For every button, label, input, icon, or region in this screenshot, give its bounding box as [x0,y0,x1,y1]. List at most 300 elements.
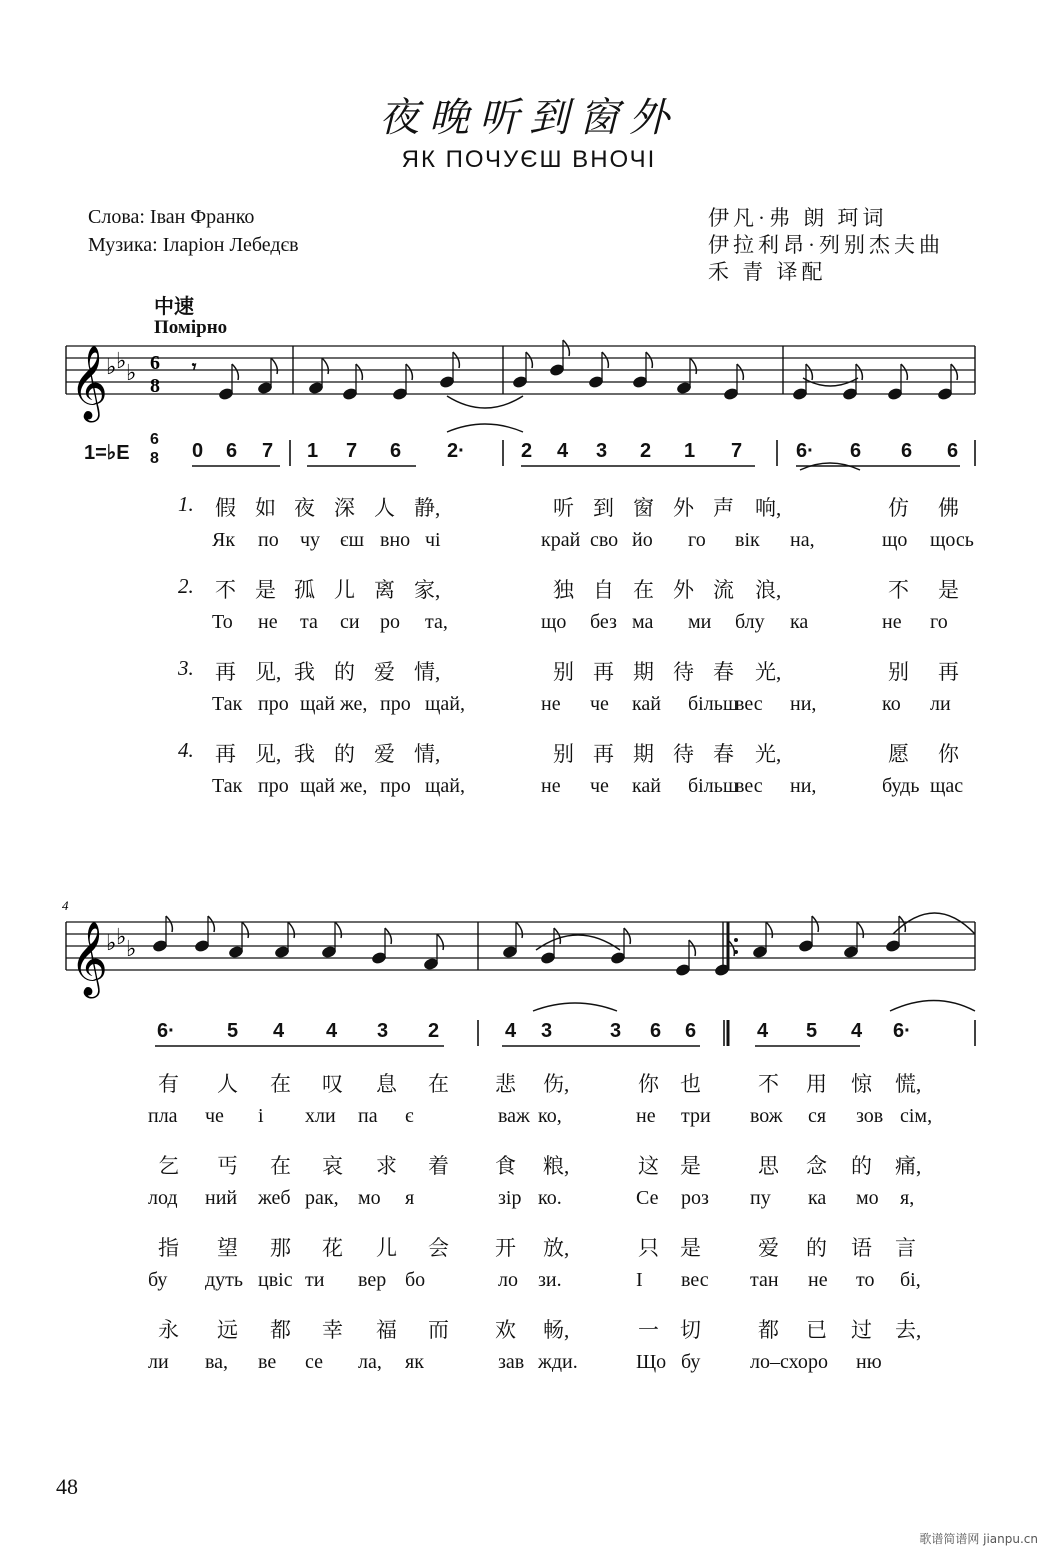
jianpu-note: 4 [557,440,569,462]
lyric-syllable-ua: три [681,1105,711,1127]
lyric-syllable-ua: я, [900,1187,915,1209]
note-flag [812,916,818,932]
lyric-syllable-ua: ли [148,1351,169,1373]
lyric-syllable-zh: 是 [255,578,276,602]
jianpu-note: 6 [226,440,238,462]
lyric-syllable-zh: 别 [553,742,574,766]
jianpu-note: 6 [947,440,959,462]
lyric-syllable-ua: вно [380,529,411,551]
lyric-syllable-ua: же, [340,775,368,797]
lyric-syllable-zh: 都 [270,1318,291,1342]
jianpu-note: 6· [157,1020,175,1042]
lyric-syllable-zh: 在 [270,1072,291,1096]
jianpu-note: 2· [447,440,465,462]
page-number: 48 [56,1474,78,1499]
lyric-syllable-ua: ню [856,1351,882,1373]
lyric-syllable-ua: тан [750,1269,779,1291]
lyric-syllable-ua: ся [808,1105,827,1127]
lyric-syllable-zh: 一 [638,1318,659,1342]
lyric-syllable-zh: 待 [673,742,694,766]
flat-icon: ♭ [116,925,127,950]
jianpu-note: 7 [731,440,743,462]
lyric-syllable-zh: 念 [806,1154,827,1178]
lyric-syllable-zh: 爱 [374,742,395,766]
flat-icon: ♭ [126,937,137,962]
lyric-syllable-zh: 开 [495,1236,516,1260]
lyric-syllable-ua: че [590,775,609,797]
lyric-syllable-zh: 爱 [758,1236,779,1260]
jianpu-note: 2 [640,440,652,462]
lyric-syllable-zh: 见, [255,742,282,766]
lyric-syllable-zh: 外 [673,578,694,602]
lyric-syllable-ua: мо [856,1187,879,1209]
note-flag [690,358,696,374]
lyric-syllable-ua: пу [750,1187,771,1209]
lyric-syllable-ua: йо [632,529,653,551]
flat-icon: ♭ [116,349,127,374]
lyric-syllable-zh: 响, [755,496,782,520]
lyric-syllable-zh: 会 [428,1236,449,1260]
jianpu-note: 2 [428,1020,440,1042]
lyric-syllable-ua: Так [212,693,243,715]
lyric-syllable-zh: 2. [178,574,194,598]
note-flag [288,922,294,938]
tempo-marking-zh: 中速 [154,296,194,318]
note-flag [901,364,907,380]
lyric-syllable-ua: зов [856,1105,884,1127]
lyric-syllable-ua: єш [340,529,364,551]
jianpu-note: 4 [757,1020,769,1042]
jianpu-note: 4 [326,1020,338,1042]
lyric-syllable-zh: 是 [938,578,959,602]
treble-clef-icon: 𝄞 [70,346,108,420]
lyric-syllable-zh: 语 [851,1236,872,1260]
lyric-syllable-zh: 在 [633,578,654,602]
lyric-syllable-ua: ни, [790,775,817,797]
lyric-syllable-ua: мо [358,1187,381,1209]
rest-icon: 𝄾 [192,357,197,376]
lyric-syllable-ua: не [258,611,278,633]
lyric-syllable-ua: рак, [305,1187,339,1209]
lyric-syllable-ua: І [636,1269,643,1291]
lyric-syllable-ua: ка [790,611,809,633]
lyric-syllable-ua: більш [688,693,739,715]
lyric-syllable-ua: жди. [538,1351,578,1373]
lyric-syllable-zh: 用 [806,1072,827,1096]
lyric-syllable-zh: 假 [215,496,236,520]
note-flag [806,364,812,380]
lyric-syllable-zh: 窗 [633,496,654,520]
lyric-syllable-zh: 儿 [376,1236,397,1260]
lyric-syllable-ua: ро [380,611,400,633]
lyric-syllable-ua: ми [688,611,712,633]
lyric-syllable-ua: про [380,693,411,715]
lyric-syllable-zh: 家, [414,578,441,602]
note-flag [242,922,248,938]
lyric-syllable-ua: го [688,529,706,551]
note-flag [766,922,772,938]
lyric-syllable-ua: Так [212,775,243,797]
lyric-syllable-ua: зір [498,1187,522,1209]
jianpu-note: 6· [893,1020,911,1042]
lyric-syllable-zh: 爱 [374,660,395,684]
lyric-syllable-ua: не [541,693,561,715]
note-flag [563,340,569,356]
lyric-syllable-zh: 我 [294,660,315,684]
lyric-syllable-zh: 你 [638,1072,659,1096]
lyric-syllable-zh: 3. [178,656,194,680]
lyric-syllable-zh: 待 [673,660,694,684]
lyric-syllable-zh: 孤 [294,578,315,602]
note-flag [453,352,459,368]
lyric-syllable-zh: 外 [673,496,694,520]
lyric-syllable-ua: на, [790,529,815,551]
jianpu-note: 6 [901,440,913,462]
jianpu-note: 5 [806,1020,818,1042]
lyric-syllable-zh: 再 [215,660,236,684]
lyric-syllable-ua: ли [930,693,951,715]
music-credit-zh: 伊拉利昂·列别杰夫曲 [708,233,944,257]
jianpu-note: 4 [851,1020,863,1042]
lyric-syllable-zh: 夜 [294,496,315,520]
lyric-syllable-zh: 慌, [895,1072,922,1096]
lyric-syllable-zh: 不 [888,578,909,602]
lyric-syllable-zh: 花 [322,1236,343,1260]
lyric-syllable-zh: 独 [553,578,574,602]
lyric-syllable-zh: 这 [638,1154,659,1178]
lyric-syllable-ua: ло [498,1269,518,1291]
jianpu-note: 7 [262,440,274,462]
lyric-syllable-ua: більш [688,775,739,797]
lyric-syllable-zh: 光, [755,660,782,684]
lyric-syllable-zh: 流 [713,578,734,602]
lyric-syllable-zh: 春 [713,742,734,766]
lyric-syllable-zh: 声 [713,496,734,520]
lyric-syllable-ua: блу [735,611,765,633]
lyric-syllable-zh: 也 [680,1072,701,1096]
lyric-syllable-ua: зи. [538,1269,562,1291]
lyric-syllable-ua: ло–схо [750,1351,808,1373]
lyric-syllable-zh: 在 [270,1154,291,1178]
note-flag [271,358,277,374]
lyric-syllable-ua: ни, [790,693,817,715]
note-flag [624,928,630,944]
lyric-syllable-ua: че [590,693,609,715]
lyric-syllable-zh: 不 [215,578,236,602]
time-sig-top: 6 [150,352,160,374]
lyric-syllable-zh: 儿 [334,578,355,602]
lyric-syllable-ua: жеб [258,1187,291,1209]
jianpu-note: 3 [377,1020,389,1042]
lyric-syllable-zh: 惊 [851,1072,872,1096]
lyric-syllable-zh: 而 [428,1318,449,1342]
note-flag [646,352,652,368]
lyric-syllable-ua: що [541,611,567,633]
lyric-syllable-zh: 思 [758,1154,779,1178]
lyric-syllable-ua: бу [681,1351,701,1373]
lyric-syllable-ua: роз [681,1187,709,1209]
lyric-syllable-ua: щось [930,529,974,551]
jianpu-note: 6 [650,1020,662,1042]
treble-clef-icon: 𝄞 [70,922,108,996]
lyric-syllable-ua: чі [425,529,441,551]
lyric-syllable-ua: і [258,1105,264,1127]
lyric-syllable-zh: 再 [938,660,959,684]
lyric-syllable-zh: 言 [895,1236,916,1260]
lyric-syllable-ua: То [212,611,233,633]
lyric-syllable-zh: 乞 [158,1154,179,1178]
jianpu-note: 2 [521,440,533,462]
lyric-syllable-zh: 丐 [217,1154,238,1178]
song-title-chinese: 夜晚听到窗外 [379,95,679,141]
flat-icon: ♭ [106,355,117,380]
lyric-syllable-ua: не [636,1105,656,1127]
lyric-syllable-ua: вес [681,1269,709,1291]
lyric-syllable-zh: 粮, [543,1154,570,1178]
lyric-syllable-ua: сім, [900,1105,933,1127]
lyric-syllable-zh: 只 [638,1236,659,1260]
lyric-syllable-ua: кай [632,693,661,715]
lyric-syllable-ua: по [258,529,279,551]
note-flag [437,934,443,950]
lyric-syllable-ua: вес [735,775,763,797]
jianpu-note: 4 [505,1020,517,1042]
lyric-syllable-zh: 见, [255,660,282,684]
lyric-syllable-ua: бі, [900,1269,921,1291]
lyric-syllable-ua: ма [632,611,654,633]
lyric-syllable-ua: ко, [538,1105,562,1127]
lyric-syllable-ua: ка [808,1187,827,1209]
note-flag [689,940,695,956]
lyric-syllable-ua: край [541,529,581,551]
lyric-syllable-ua: ний [205,1187,238,1209]
lyric-syllable-ua: та [300,611,318,633]
tempo-marking-ua: Помірно [154,317,228,338]
note-flag [232,364,238,380]
lyric-syllable-zh: 切 [680,1318,701,1342]
lyric-syllable-zh: 深 [334,496,355,520]
lyric-syllable-zh: 求 [376,1154,397,1178]
jianpu-note: 3 [596,440,608,462]
lyric-syllable-zh: 已 [806,1318,827,1342]
lyric-syllable-ua: ве [258,1351,277,1373]
lyric-syllable-zh: 期 [633,742,654,766]
lyric-syllable-zh: 情, [414,660,441,684]
lyric-syllable-zh: 再 [593,660,614,684]
lyric-syllable-ua: зав [498,1351,525,1373]
lyric-syllable-ua: че [205,1105,224,1127]
watermark: 歌谱简谱网 jianpu.cn [919,1532,1038,1546]
lyric-syllable-ua: ко. [538,1187,562,1209]
lyric-syllable-zh: 情, [414,742,441,766]
repeat-dot [734,938,738,942]
note-flag [406,364,412,380]
lyric-syllable-zh: 幸 [322,1318,343,1342]
lyric-syllable-ua: вож [750,1105,783,1127]
lyric-syllable-zh: 静, [414,496,441,520]
jianpu-note: 5 [227,1020,239,1042]
jianpu-note: 6 [850,440,862,462]
lyric-syllable-ua: про [258,693,289,715]
lyric-syllable-zh: 的 [334,742,355,766]
lyric-syllable-zh: 的 [806,1236,827,1260]
lyric-syllable-ua: дуть [205,1269,244,1291]
note-flag [335,922,341,938]
note-flag [857,922,863,938]
lyric-syllable-ua: го [930,611,948,633]
lyric-syllable-zh: 自 [593,578,614,602]
lyric-syllable-ua: вес [735,693,763,715]
lyric-syllable-ua: лод [148,1187,178,1209]
lyric-syllable-zh: 去, [895,1318,922,1342]
lyric-syllable-ua: се [305,1351,323,1373]
note-flag [516,922,522,938]
lyric-syllable-ua: важ [498,1105,530,1127]
lyric-syllable-zh: 人 [374,496,395,520]
lyric-syllable-zh: 是 [680,1154,701,1178]
jianpu-note: 0 [192,440,204,462]
jianpu-note: 6· [796,440,814,462]
lyric-syllable-zh: 如 [255,496,276,520]
lyric-syllable-zh: 佛 [938,496,959,520]
lyric-syllable-ua: я [405,1187,415,1209]
lyric-syllable-ua: па [358,1105,378,1127]
lyric-syllable-zh: 福 [376,1318,397,1342]
note-flag [737,364,743,380]
lyric-syllable-ua: Як [212,529,236,551]
lyric-syllable-ua: ти [305,1269,325,1291]
flat-icon: ♭ [106,931,117,956]
note-flag [526,352,532,368]
note-flag [356,364,362,380]
lyric-syllable-ua: щас [930,775,964,797]
note-flag [951,364,957,380]
music-credit-ua: Музика: Іларіон Лебедєв [88,234,299,256]
lyric-syllable-ua: будь [882,775,920,797]
lyrics-credit-ua: Слова: Іван Франко [88,206,255,228]
lyric-syllable-zh: 仿 [888,496,909,520]
lyric-syllable-ua: ро [808,1351,828,1373]
song-title-ukrainian: ЯК ПОЧУЄШ ВНОЧІ [401,146,657,173]
lyric-syllable-zh: 再 [215,742,236,766]
lyric-syllable-ua: вер [358,1269,387,1291]
jianpu-note: 6 [685,1020,697,1042]
note-flag [554,928,560,944]
lyric-syllable-zh: 食 [495,1154,516,1178]
lyric-syllable-zh: 我 [294,742,315,766]
jianpu-note: 1 [684,440,696,462]
jianpu-note: 4 [273,1020,285,1042]
lyric-syllable-ua: ла, [358,1351,382,1373]
note-flag [385,928,391,944]
lyric-syllable-ua: щай [300,775,335,797]
lyric-syllable-ua: Се [636,1187,659,1209]
lyric-syllable-zh: 过 [851,1318,872,1342]
lyric-syllable-zh: 别 [888,660,909,684]
time-sig-bottom: 8 [150,375,160,397]
lyric-syllable-ua: чу [300,529,321,551]
lyric-syllable-zh: 到 [593,496,614,520]
translation-credit-zh: 禾 青 译配 [708,260,827,284]
lyric-syllable-zh: 的 [851,1154,872,1178]
jianpu-note: 7 [346,440,358,462]
lyric-syllable-ua: та, [425,611,448,633]
lyric-syllable-zh: 永 [158,1318,179,1342]
lyric-syllable-zh: 1. [178,492,194,516]
jianpu-note: 6 [390,440,402,462]
note-flag [208,916,214,932]
jianpu-time-top: 6 [150,431,159,448]
jianpu-time-bottom: 8 [150,450,159,467]
lyric-syllable-ua: вік [735,529,760,551]
lyric-syllable-ua: Що [636,1351,667,1373]
lyric-syllable-zh: 都 [758,1318,779,1342]
lyric-syllable-zh: 着 [428,1154,449,1178]
lyric-syllable-ua: без [590,611,617,633]
lyric-syllable-zh: 期 [633,660,654,684]
note-flag [856,364,862,380]
lyric-syllable-zh: 不 [758,1072,779,1096]
note-flag [602,352,608,368]
lyric-syllable-zh: 欢 [495,1318,516,1342]
lyric-syllable-zh: 再 [593,742,614,766]
lyric-syllable-zh: 春 [713,660,734,684]
lyric-syllable-zh: 在 [428,1072,449,1096]
lyric-syllable-zh: 听 [553,496,574,520]
lyric-syllable-ua: бо [405,1269,426,1291]
lyric-syllable-zh: 的 [334,660,355,684]
flat-icon: ♭ [126,361,137,386]
lyric-syllable-zh: 望 [217,1236,238,1260]
lyric-syllable-zh: 愿 [888,742,909,766]
lyric-syllable-zh: 4. [178,738,194,762]
lyric-syllable-ua: щай, [425,775,465,797]
lyric-syllable-ua: щай, [425,693,465,715]
lyric-syllable-ua: пла [148,1105,178,1127]
lyric-syllable-ua: ва, [205,1351,229,1373]
lyric-syllable-zh: 哀 [322,1154,343,1178]
lyric-syllable-ua: щай [300,693,335,715]
lyric-syllable-ua: цвіс [258,1269,293,1291]
key-signature: 1=♭E [84,442,130,464]
lyric-syllable-zh: 人 [217,1072,238,1096]
lyric-syllable-zh: 是 [680,1236,701,1260]
lyric-syllable-zh: 悲 [495,1072,516,1096]
note-flag [322,358,328,374]
jianpu-note: 1 [307,440,319,462]
lyric-syllable-ua: кай [632,775,661,797]
lyric-syllable-zh: 息 [376,1072,397,1096]
lyric-syllable-zh: 别 [553,660,574,684]
lyric-syllable-zh: 畅, [543,1318,570,1342]
lyric-syllable-zh: 远 [217,1318,238,1342]
lyric-syllable-ua: що [882,529,908,551]
lyric-syllable-ua: же, [340,693,368,715]
lyric-syllable-ua: не [541,775,561,797]
jianpu-note: 3 [541,1020,553,1042]
lyric-syllable-ua: про [380,775,411,797]
lyric-syllable-zh: 你 [938,742,959,766]
note-flag [166,916,172,932]
measure-number: 4 [62,898,69,913]
lyric-syllable-zh: 那 [270,1236,291,1260]
lyric-syllable-ua: то [856,1269,875,1291]
lyric-syllable-ua: не [808,1269,828,1291]
lyric-syllable-zh: 伤, [543,1072,570,1096]
lyric-syllable-ua: як [405,1351,424,1373]
lyric-syllable-ua: хли [305,1105,336,1127]
lyric-syllable-ua: ко [882,693,901,715]
